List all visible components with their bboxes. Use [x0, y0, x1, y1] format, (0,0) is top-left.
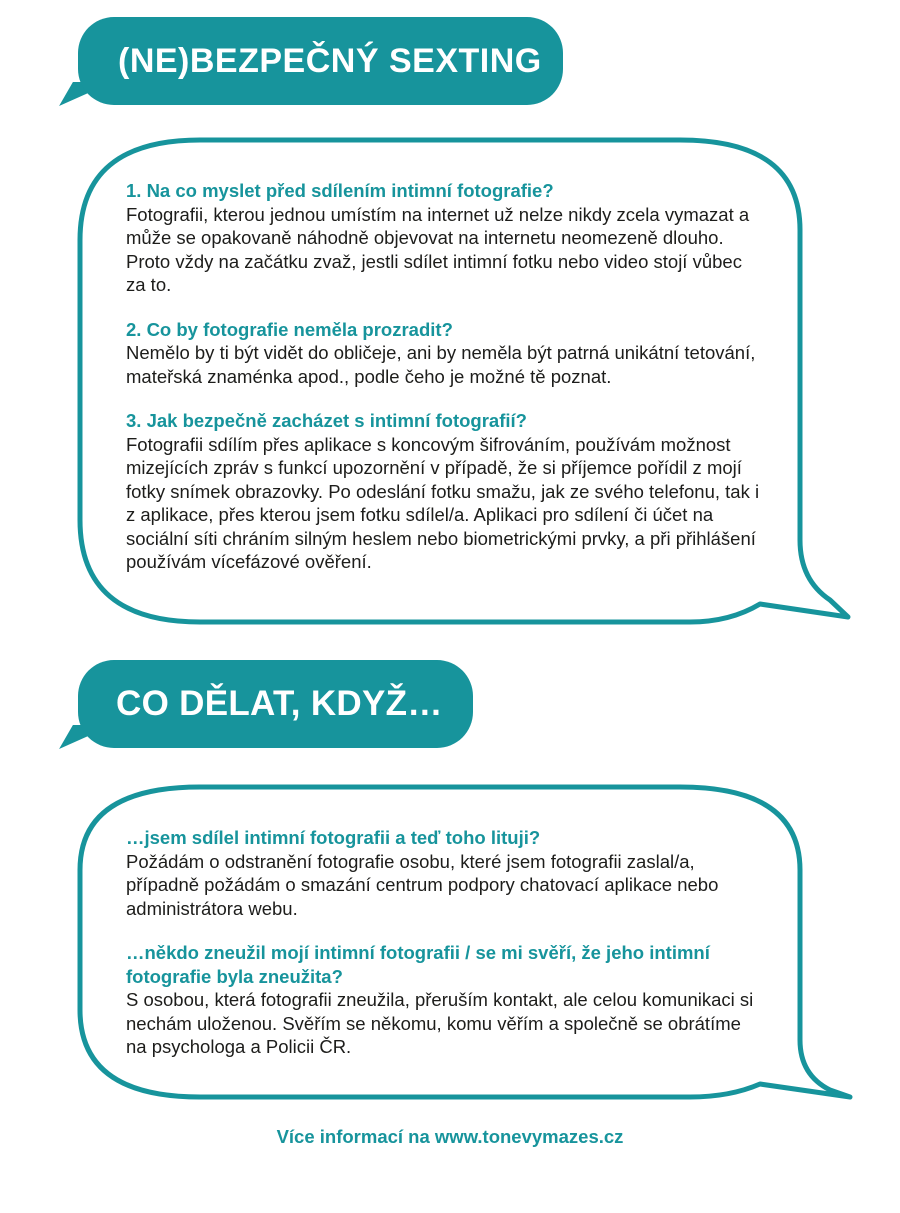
tip-item: [126, 179, 766, 297]
tip-heading: …někdo zneužil mojí intimní fotografii / se mi svěří, že jeho intimní fotografie byla zneužita?: [126, 942, 710, 987]
section-title-text: CO DĚLAT, KDYŽ…: [116, 684, 443, 723]
tip-text: Požádám o odstranění fotografie osobu, které jsem fotografii zaslal/a, případně požádám o smazání centrum podpory chatovací aplikace nebo administrátora webu.: [126, 850, 719, 919]
tip-item: [126, 941, 766, 1059]
tip-text: Fotografii, kterou jednou umístím na internet už nelze nikdy zcela vymazat a může se opakovaně náhodně objevovat na internetu neomezeně dlouho. Proto vždy na začátku zvaž, jestli sdílet intimní fotku nebo video stojí vůbec za to.: [126, 203, 750, 295]
tip-item: [126, 409, 766, 574]
section-title-what-to-do: [78, 660, 473, 748]
tip-heading: 3. Jak bezpečně zacházet s intimní fotografií?: [126, 410, 527, 431]
tip-heading: 2. Co by fotografie neměla prozradit?: [126, 318, 453, 340]
tip-item: [126, 318, 766, 389]
tip-text: Nemělo by ti být vidět do obličeje, ani by neměla být patrná unikátní tetování, mateřská znaménka apod., podle čeho je možné tě poznat.: [126, 342, 756, 387]
tip-heading: 1. Na co myslet před sdílením intimní fotografie?: [126, 180, 554, 201]
tip-text: Fotografii sdílím přes aplikace s koncovým šifrováním, používám možnost mizejících zpráv s funkcí upozornění v případě, že si příjemce pořídil z mojí fotky snímek obrazovky. Po odeslání fotku smažu, jak ze svého telefonu, tak i z aplikace, přes kterou jsem fotku sdílel/a. Aplikaci pro sdílení či účet na sociální síti chráním silným heslem nebo biometrickými prvky, a při přihlášení používám vícefázové ověření.: [126, 433, 760, 572]
section-title-text: (NE)BEZPEČNÝ SEXTING: [118, 41, 542, 80]
footer-more-info: Více informací na www.tonevymazes.cz: [276, 1126, 624, 1147]
tip-heading: …jsem sdílel intimní fotografii a teď toho lituji?: [126, 827, 541, 848]
sexting-tips: [126, 179, 766, 595]
tip-item: [126, 826, 766, 920]
tip-text: S osobou, která fotografii zneužila, přeruším kontakt, ale celou komunikaci si nechám uloženou. Svěřím se někomu, komu věřím a společně se obrátíme na psychologa a Policii ČR.: [126, 989, 754, 1057]
what-to-do-tips: [126, 826, 766, 1080]
